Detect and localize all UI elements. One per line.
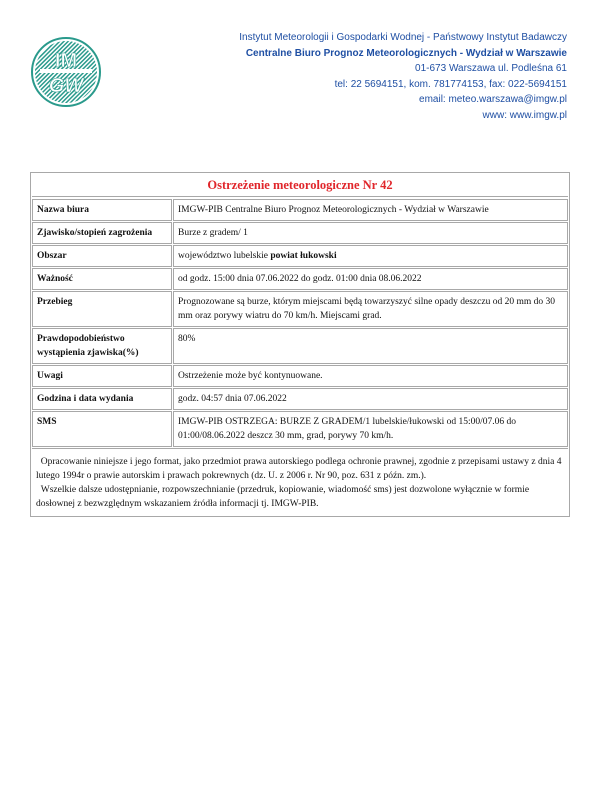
row-label-sms: SMS xyxy=(32,411,172,447)
table-row xyxy=(32,268,568,290)
copyright-text-2: Wszelkie dalsze udostępnianie, rozpowszechnianie (przedruk, kopiowanie, wiadomość sms) jest dozwolone wyłącznie w formie dosłownej z bezwzględnym wskazaniem źródła informacji tj. IMGW-PIB. xyxy=(36,485,530,509)
institute-header xyxy=(239,30,567,123)
row-label-phenomenon: Zjawisko/stopień zagrożenia xyxy=(32,222,172,244)
table-row xyxy=(32,199,568,221)
warning-table xyxy=(31,198,569,448)
header-phone: tel: 22 5694151, kom. 781774153, fax: 022-5694151 xyxy=(334,78,567,90)
header-email[interactable]: email: meteo.warszawa@imgw.pl xyxy=(419,94,567,105)
table-row xyxy=(32,222,568,244)
header-address: 01-673 Warszawa ul. Podleśna 61 xyxy=(415,63,567,74)
row-label-validity: Ważność xyxy=(32,268,172,290)
row-label-probability: Prawdopodobieństwo wystąpienia zjawiska(%) xyxy=(32,328,172,364)
row-value-sms: IMGW-PIB OSTRZEGA: BURZE Z GRADEM/1 lubelskie/łukowski od 15:00/07.06 do 01:00/08.06.2022 deszcz 30 mm, grad, porywy 70 km/h. xyxy=(173,411,568,447)
row-label-issued: Godzina i data wydania xyxy=(32,388,172,410)
area-voivodeship: województwo lubelskie xyxy=(178,251,271,261)
imgw-logo xyxy=(30,36,102,108)
table-row xyxy=(32,411,568,447)
table-row xyxy=(32,328,568,364)
header-office-name: Centralne Biuro Prognoz Meteorologicznych - Wydział w Warszawie xyxy=(245,47,567,59)
header-institute-name: Instytut Meteorologii i Gospodarki Wodnej - Państwowy Instytut Badawczy xyxy=(239,32,567,43)
logo-text-bottom: GW xyxy=(48,75,84,97)
table-row xyxy=(32,245,568,267)
row-value-course: Prognozowane są burze, którym miejscami będą towarzyszyć silne opady deszczu od 20 mm do 30 mm oraz porywy wiatru do 70 km/h. Miejscami grad. xyxy=(173,291,568,327)
copyright-paragraph-1 xyxy=(36,455,564,483)
copyright-text-1: Opracowanie niniejsze i jego format, jako przedmiot prawa autorskiego podlega ochronie prawnej, zgodnie z przepisami ustawy z dnia 4 lutego 1994r o prawie autorskim i prawach pokrewnych (dz. U. z 2006 r. Nr 90, poz. 631 z późn. zm.). xyxy=(36,457,562,481)
warning-document xyxy=(30,172,570,517)
logo-text-top: IM xyxy=(54,50,78,72)
row-value-area xyxy=(173,245,568,267)
copyright-paragraph-2 xyxy=(36,483,564,511)
row-value-probability: 80% xyxy=(173,328,568,364)
row-value-validity: od godz. 15:00 dnia 07.06.2022 do godz. 01:00 dnia 08.06.2022 xyxy=(173,268,568,290)
warning-title: Ostrzeżenie meteorologiczne Nr 42 xyxy=(32,174,568,197)
row-label-course: Przebieg xyxy=(32,291,172,327)
table-row xyxy=(32,291,568,327)
row-value-office: IMGW-PIB Centralne Biuro Prognoz Meteorologicznych - Wydział w Warszawie xyxy=(173,199,568,221)
row-value-phenomenon: Burze z gradem/ 1 xyxy=(173,222,568,244)
row-label-area: Obszar xyxy=(32,245,172,267)
row-label-notes: Uwagi xyxy=(32,365,172,387)
row-value-notes: Ostrzeżenie może być kontynuowane. xyxy=(173,365,568,387)
copyright-notice xyxy=(32,448,568,515)
header-website[interactable]: www: www.imgw.pl xyxy=(482,109,567,121)
area-district: powiat łukowski xyxy=(270,251,337,261)
row-value-issued: godz. 04:57 dnia 07.06.2022 xyxy=(173,388,568,410)
table-row xyxy=(32,388,568,410)
table-row xyxy=(32,365,568,387)
row-label-office: Nazwa biura xyxy=(32,199,172,221)
